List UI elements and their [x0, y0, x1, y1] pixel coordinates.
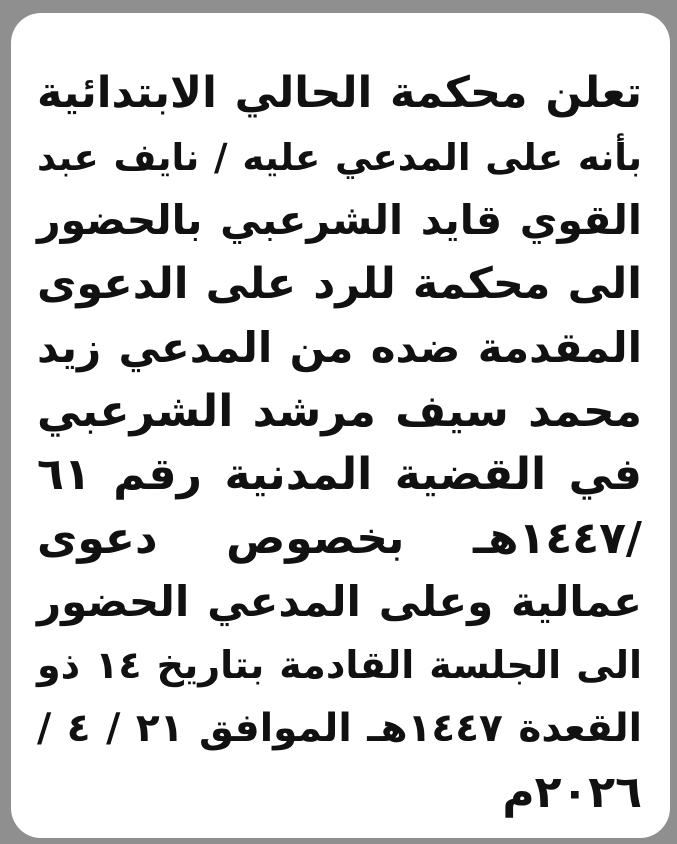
notice-line: القوي قايد الشرعبي بالحضور: [37, 196, 642, 244]
notice-line: في القضية المدنية رقم ٦١: [37, 449, 642, 500]
notice-line: الى الجلسة القادمة بتاريخ ١٤ ذو: [37, 642, 642, 687]
notice-card: [11, 13, 670, 838]
notice-text: [37, 62, 642, 824]
notice-line: الى محكمة للرد على الدعوى: [37, 258, 642, 309]
notice-line: ٢٠٢٦م: [502, 766, 642, 818]
notice-line: /١٤٤٧هـ بخصوص دعوى: [37, 512, 642, 564]
notice-line: تعلن محكمة الحالي الابتدائية: [37, 68, 642, 118]
notice-line: محمد سيف مرشد الشرعبي: [37, 385, 642, 437]
notice-line: عمالية وعلى المدعي الحضور: [37, 577, 642, 626]
notice-line: القعدة ١٤٤٧هـ الموافق ٢١ / ٤ /: [37, 706, 642, 751]
notice-line: بأنه على المدعي عليه / نايف عبد: [37, 135, 642, 179]
notice-line: المقدمة ضده من المدعي زيد: [37, 323, 642, 372]
